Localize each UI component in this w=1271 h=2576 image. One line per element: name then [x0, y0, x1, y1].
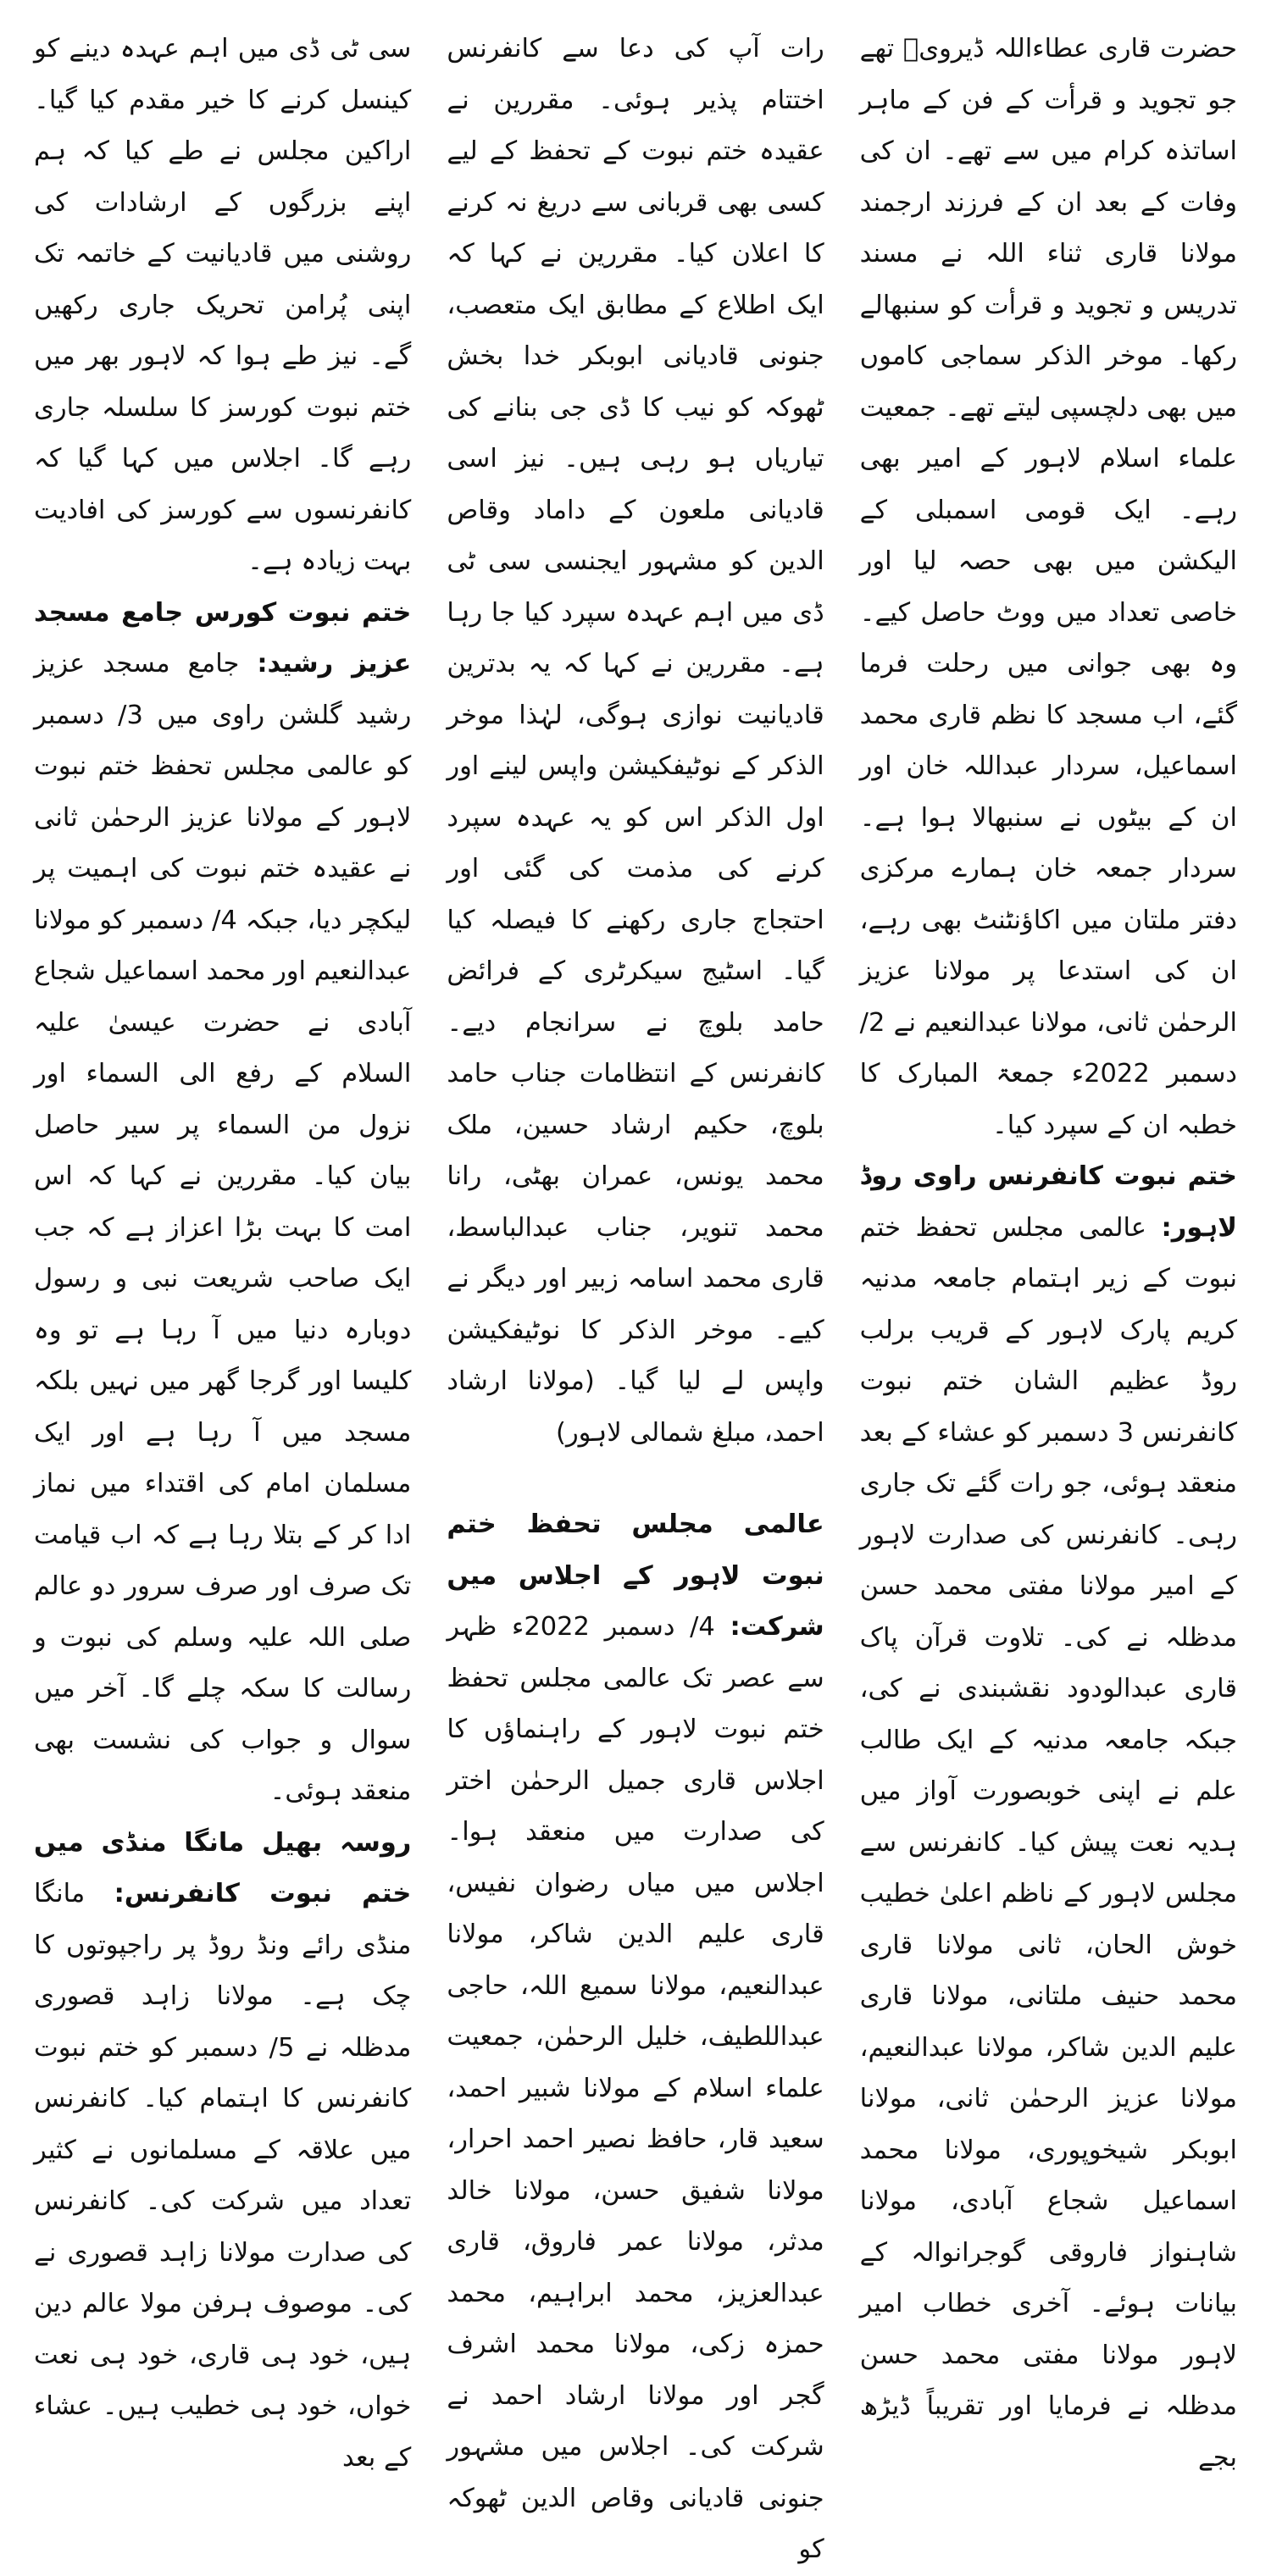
paragraph	[447, 1499, 824, 2576]
section-heading: روسہ بھیل مانگا منڈی میں ختم نبوت کانفرنس:	[34, 1827, 412, 1908]
paragraph-text: عالمی مجلس تحفظ ختم نبوت کے زیر اہتمام جامعہ مدنیہ کریم پارک لاہور کے قریب برلب روڈ عظیم الشان ختم نبوت کانفرنس 3 دسمبر کو عشاء کے بعد منعقد ہوئی، جو رات گئے تک جاری رہی۔ کانفرنس کی صدارت لاہور کے امیر مولانا مفتی محمد حسن مدظلہ نے کی۔ تلاوت قرآن پاک قاری عبدالودود نقشبندی نے کی، جبکہ جامعہ مدنیہ کے ایک طالب علم نے اپنی خوبصورت آواز میں ہدیہ نعت پیش کیا۔ کانفرنس سے مجلس لاہور کے ناظم اعلیٰ خطیب خوش الحان، ثانی مولانا قاری محمد حنیف ملتانی، مولانا قاری علیم الدین شاکر، مولانا عبدالنعیم، مولانا عزیز الرحمٰن ثانی، مولانا ابوبکر شیخوپوری، مولانا محمد اسماعیل شجاع آبادی، مولانا شاہنواز فاروقی گوجرانوالہ کے بیانات ہوئے۔ آخری خطاب امیر لاہور مولانا مفتی محمد حسن مدظلہ نے فرمایا اور تقریباً ڈیڑھ بجے	[859, 1212, 1237, 2473]
paragraph-text: مانگا منڈی رائے ونڈ روڈ پر راجپوتوں کا چک ہے۔ مولانا زاہد قصوری مدظلہ نے 5/ دسمبر کو ختم نبوت کانفرنس کا اہتمام کیا۔ کانفرنس میں علاقہ کے مسلمانوں نے کثیر تعداد میں شرکت کی۔ کانفرنس کی صدارت مولانا زاہد قصوری نے کی۔ موصوف ہرفن مولا عالم دین ہیں، خود ہی قاری، خود ہی نعت خواں، خود ہی خطیب ہیں۔ عشاء کے بعد	[34, 1879, 412, 2473]
paragraph: سی ٹی ڈی میں اہم عہدہ دینے کو کینسل کرنے کا خیر مقدم کیا گیا۔ اراکین مجلس نے طے کیا کہ ہم اپنے بزرگوں کے ارشادات کی روشنی میں قادیانیت کے خاتمہ تک اپنی پُرامن تحریک جاری رکھیں گے۔ نیز طے ہوا کہ لاہور بھر میں ختم نبوت کورسز کا سلسلہ جاری رہے گا۔ اجلاس میں کہا گیا کہ کانفرنسوں سے کورسز کی افادیت بہت زیادہ ہے۔	[34, 34, 412, 576]
section-spacer	[447, 1459, 824, 1499]
paragraph-text: 4/ دسمبر 2022ء ظہر سے عصر تک عالمی مجلس تحفظ ختم نبوت لاہور کے راہنماؤں کا اجلاس قاری جمیل الرحمٰن اختر کی صدارت میں منعقد ہوا۔ اجلاس میں میاں رضوان نفیس، قاری علیم الدین شاکر، مولانا عبدالنعیم، مولانا سمیع اللہ، حاجی عبداللطیف، خلیل الرحمٰن، جمعیت علماء اسلام کے مولانا شبیر احمد، سعید قار، حافظ نصیر احمد احرار، مولانا شفیق حسن، مولانا خالد مدثر، مولانا عمر فاروق، قاری عبدالعزیز، محمد ابراہیم، محمد حمزہ زکی، مولانا محمد اشرف گجر اور مولانا ارشاد احمد نے شرکت کی۔ اجلاس میں مشہور جنونی قادیانی وقاص الدین ٹھوکہ کو	[447, 1612, 824, 2564]
section-heading: ختم نبوت کانفرنس راوی روڈ لاہور:	[859, 1161, 1237, 1243]
paragraph-text: جامع مسجد عزیز رشید گلشن راوی میں 3/ دسمبر کو عالمی مجلس تحفظ ختم نبوت لاہور کے مولانا عزیز الرحمٰن ثانی نے عقیدہ ختم نبوت کی اہمیت پر لیکچر دیا، جبکہ 4/ دسمبر کو مولانا عبدالنعیم اور محمد اسماعیل شجاع آبادی نے حضرت عیسیٰ علیہ السلام کے رفع الی السماء اور نزول من السماء پر سیر حاصل بیان کیا۔ مقررین نے کہا کہ اس امت کا بہت بڑا اعزاز ہے کہ جب ایک صاحب شریعت نبی و رسول دوبارہ دنیا میں آ رہا ہے تو وہ کلیسا اور گرجا گھر میں نہیں بلکہ مسجد میں آ رہا ہے اور ایک مسلمان امام کی اقتداء میں نماز ادا کر کے بتلا رہا ہے کہ اب قیامت تک صرف اور صرف سرور دو عالم صلی اللہ علیہ وسلم کی نبوت و رسالت کا سکہ چلے گا۔ آخر میں سوال و جواب کی نشست بھی منعقد ہوئی۔	[34, 649, 412, 1806]
section-heading: عالمی مجلس تحفظ ختم نبوت لاہور کے اجلاس میں شرکت:	[447, 1510, 824, 1642]
column-middle	[447, 24, 824, 2564]
paragraph	[860, 1151, 1237, 2484]
paragraph: حضرت قاری عطاءاللہ ڈیرویؒ تھے جو تجوید و قرأت کے فن کے ماہر اساتذہ کرام میں سے تھے۔ ان کی وفات کے بعد ان کے فرزند ارجمند مولانا قاری ثناء اللہ نے مسند تدریس و تجوید و قرأت کو سنبھالے رکھا۔ موخر الذکر سماجی کاموں میں بھی دلچسپی لیتے تھے۔ جمعیت علماء اسلام لاہور کے امیر بھی رہے۔ ایک قومی اسمبلی کے الیکشن میں بھی حصہ لیا اور خاصی تعداد میں ووٹ حاصل کیے۔ وہ بھی جوانی میں رحلت فرما گئے، اب مسجد کا نظم قاری محمد اسماعیل، سردار عبداللہ خان اور ان کے بیٹوں نے سنبھالا ہوا ہے۔ سردار جمعہ خان ہمارے مرکزی دفتر ملتان میں اکاؤنٹنٹ بھی رہے، ان کی استدعا پر مولانا عزیز الرحمٰن ثانی، مولانا عبدالنعیم نے 2/ دسمبر 2022ء جمعۃ المبارک کا خطبہ ان کے سپرد کیا۔	[859, 34, 1237, 1140]
paragraph: رات آپ کی دعا سے کانفرنس اختتام پذیر ہوئی۔ مقررین نے عقیدہ ختم نبوت کے تحفظ کے لیے کسی بھی قربانی سے دریغ نہ کرنے کا اعلان کیا۔ مقررین نے کہا کہ ایک اطلاع کے مطابق ایک متعصب، جنونی قادیانی ابوبکر خدا بخش ٹھوکہ کو نیب کا ڈی جی بنانے کی تیاریاں ہو رہی ہیں۔ نیز اسی قادیانی ملعون کے داماد وقاص الدین کو مشہور ایجنسی سی ٹی ڈی میں اہم عہدہ سپرد کیا جا رہا ہے۔ مقررین نے کہا کہ یہ بدترین قادیانیت نوازی ہوگی، لہٰذا موخر الذکر کے نوٹیفکیشن واپس لینے اور اول الذکر اس کو یہ عہدہ سپرد کرنے کی مذمت کی گئی اور احتجاج جاری رکھنے کا فیصلہ کیا گیا۔ اسٹیج سیکرٹری کے فرائض حامد بلوچ نے سرانجام دیے۔ کانفرنس کے انتظامات جناب حامد بلوچ، حکیم ارشاد حسین، ملک محمد یونس، عمران بھٹی، رانا محمد تنویر، جناب عبدالباسط، قاری محمد اسامہ زبیر اور دیگر نے کیے۔ موخر الذکر کا نوٹیفکیشن واپس لے لیا گیا۔ (مولانا ارشاد احمد، مبلغ شمالی لاہور)	[447, 34, 824, 1448]
column-left	[34, 24, 412, 2473]
column-right	[859, 24, 1237, 2473]
paragraph	[34, 1818, 411, 2485]
section-heading: ختم نبوت کورس جامع مسجد عزیز رشید:	[34, 597, 412, 679]
paragraph	[34, 588, 411, 1818]
article-columns	[34, 24, 1237, 2564]
